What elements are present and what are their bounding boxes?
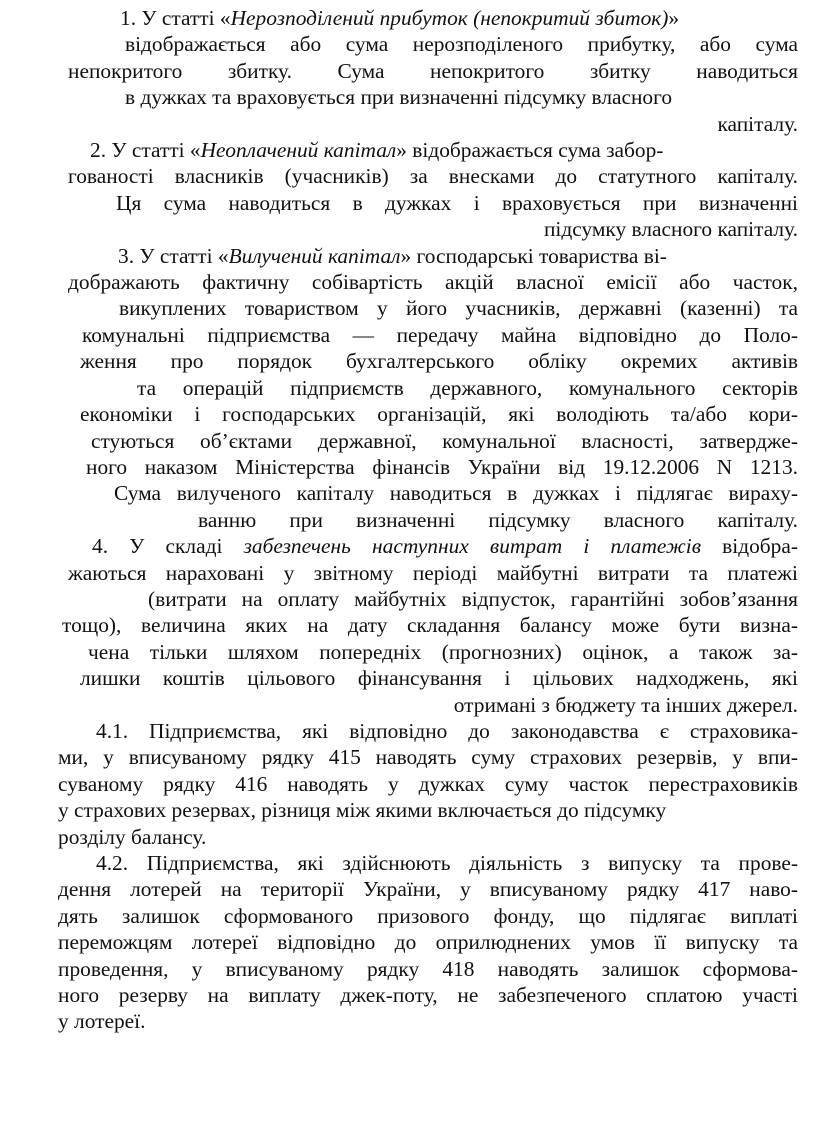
text-line <box>58 295 798 321</box>
text-run: дображають фактичну собівартість акцій власної емісії або часток, <box>68 270 798 295</box>
text-line <box>58 1008 798 1034</box>
text-line <box>58 480 798 506</box>
text-run: чена тільки шляхом попередніх (прогнозних) оцінок, а також за- <box>88 639 798 664</box>
text-run: отримані з бюджету та інших джерел. <box>453 692 798 717</box>
text-line <box>58 84 798 110</box>
italic-term: забезпечень наступних витрат і платежів <box>243 534 701 559</box>
text-run: гованості власників (учасників) за внесками до статутного капіталу. <box>68 164 798 189</box>
text-run: відобра- <box>701 534 798 559</box>
text-line <box>58 744 798 770</box>
text-line <box>58 850 798 876</box>
text-run: жаються нараховані у звітному періоді майбутні витрати та платежі <box>68 560 798 585</box>
text-line <box>58 956 798 982</box>
text-line <box>58 5 798 31</box>
text-line <box>58 111 798 137</box>
text-line <box>58 692 798 718</box>
text-run: та операцій підприємств державного, комунального секторів <box>137 375 798 400</box>
text-run: дення лотерей на території України, у вписуваному рядку 417 наво- <box>58 877 798 902</box>
text-run: дять залишок сформованого призового фонду, що підлягає виплаті <box>58 903 798 928</box>
text-run: 2. У статті « <box>90 138 201 163</box>
text-line <box>58 771 798 797</box>
text-run: у лотереї. <box>58 1009 146 1034</box>
text-run: » господарські товариства ві- <box>400 243 667 268</box>
text-run: викуплених товариством у його учасників, державні (казенні) та <box>119 296 798 321</box>
text-run: 4.1. Підприємства, які відповідно до законодавства є страховика- <box>96 718 798 743</box>
text-line <box>58 718 798 744</box>
text-line <box>58 269 798 295</box>
text-run: 3. У статті « <box>118 243 229 268</box>
text-line <box>58 58 798 84</box>
text-line <box>58 665 798 691</box>
text-line <box>58 375 798 401</box>
text-run: у страхових резервах, різниця між якими включається до підсумку <box>58 798 667 823</box>
text-run: комунальні підприємства — передачу майна відповідно до Поло- <box>82 322 798 347</box>
text-line <box>58 982 798 1008</box>
text-run: 4. У складі <box>92 534 244 559</box>
text-run: ного резерву на виплату джек-поту, не забезпеченого сплатою участі <box>58 983 798 1008</box>
text-run: 1. У статті « <box>120 6 231 30</box>
paragraph-p3 <box>58 243 798 533</box>
text-run: » відображається сума забор- <box>396 138 664 163</box>
text-line <box>58 903 798 929</box>
paragraph-p4 <box>58 533 798 718</box>
text-line <box>58 216 798 242</box>
text-run: Ця сума наводиться в дужках і враховується при визначенні <box>116 190 798 215</box>
text-run: в дужках та враховується при визначенні підсумку власного <box>125 85 673 110</box>
text-run: ми, у вписуваному рядку 415 наводять суму страхових резервів, у впи- <box>58 745 798 770</box>
text-line <box>58 507 798 533</box>
text-line <box>58 586 798 612</box>
paragraph-p1 <box>58 5 798 137</box>
text-run: підсумку власного капіталу. <box>543 217 798 242</box>
text-run: відображається або сума нерозподіленого прибутку, або сума <box>125 32 798 57</box>
text-line <box>58 243 798 269</box>
text-run: Сума вилученого капіталу наводиться в дужках і підлягає вираху- <box>114 481 798 506</box>
text-line <box>58 454 798 480</box>
document-body <box>58 5 798 1035</box>
paragraph-p42 <box>58 850 798 1035</box>
text-run: стуються об’єктами державної, комунальної власності, затвердже- <box>91 428 798 453</box>
text-line <box>58 612 798 638</box>
text-line <box>58 322 798 348</box>
text-run: переможцям лотереї відповідно до оприлюднених умов її випуску та <box>58 930 798 955</box>
text-line <box>58 560 798 586</box>
italic-term: Вилучений капітал <box>228 243 401 268</box>
text-line <box>58 401 798 427</box>
text-line <box>58 876 798 902</box>
text-line <box>58 929 798 955</box>
text-line <box>58 137 798 163</box>
text-line <box>58 31 798 57</box>
text-run: 4.2. Підприємства, які здійснюють діяльність з випуску та прове- <box>96 851 798 875</box>
text-run: проведення, у вписуваному рядку 418 наводять залишок сформова- <box>58 956 798 981</box>
paragraph-p2 <box>58 137 798 243</box>
text-line <box>58 824 798 850</box>
text-run: ного наказом Міністерства фінансів України від 19.12.2006 N 1213. <box>86 454 798 479</box>
text-run: ження про порядок бухгалтерського обліку окремих активів <box>80 349 798 374</box>
text-line <box>58 163 798 189</box>
text-line <box>58 797 798 823</box>
text-run: ванню при визначенні підсумку власного капіталу. <box>198 507 798 532</box>
text-run: непокритого збитку. Сума непокритого збитку наводиться <box>68 58 798 83</box>
text-line <box>58 639 798 665</box>
text-line <box>58 348 798 374</box>
paragraph-p41 <box>58 718 798 850</box>
text-line <box>58 428 798 454</box>
text-line <box>58 190 798 216</box>
text-run: » <box>668 6 680 30</box>
text-run: суваному рядку 416 наводять у дужках суму часток перестраховиків <box>58 771 798 796</box>
text-run: тощо), величина яких на дату складання балансу може бути визна- <box>62 613 798 638</box>
text-run: капіталу. <box>717 111 798 136</box>
text-run: розділу балансу. <box>58 824 207 849</box>
text-run: (витрати на оплату майбутніх відпусток, гарантійні зобов’язання <box>148 586 798 611</box>
text-run: лишки коштів цільового фінансування і цільових надходжень, які <box>80 666 798 691</box>
text-run: економіки і господарських організацій, які володіють та/або кори- <box>80 402 798 427</box>
text-line <box>58 533 798 559</box>
italic-term: Нерозподілений прибуток (непокритий збиток) <box>230 6 669 30</box>
italic-term: Неоплачений капітал <box>200 138 397 163</box>
